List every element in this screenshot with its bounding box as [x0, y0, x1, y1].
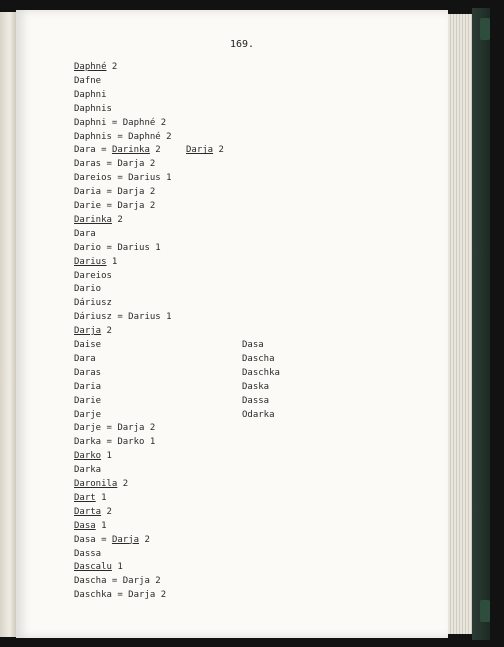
entry-name-underlined: Darinka: [74, 214, 112, 225]
entry-text: Daphni: [74, 89, 107, 100]
entry-text: 1: [101, 451, 112, 462]
entry-text: Daphni = Daphné 2: [74, 117, 167, 128]
list-item: [74, 215, 123, 226]
list-item: [74, 576, 161, 587]
entry-name-underlined: Dasa: [74, 520, 96, 531]
list-item: [74, 493, 107, 504]
entry-list: [16, 10, 448, 638]
entry-text: Darie = Darja 2: [74, 201, 156, 211]
list-item: [74, 535, 150, 546]
list-item: [74, 465, 101, 476]
entry-text: Dasa =: [74, 534, 112, 545]
list-item: [74, 326, 112, 337]
entry-text: 1: [95, 520, 107, 531]
entry-name-underlined: Dascalu: [74, 562, 112, 573]
entry-text: Dareios: [74, 270, 112, 281]
right-column-item: Dassa: [242, 395, 270, 406]
list-item: [74, 90, 107, 101]
entry-text: Dassa: [74, 548, 102, 559]
list-item: [74, 521, 107, 532]
entry-name-underlined: Darinka: [111, 145, 150, 156]
entry-text: Darje: [74, 409, 102, 420]
document-page: [16, 10, 448, 638]
page-number: 169.: [230, 39, 255, 50]
list-item: [74, 257, 117, 268]
list-item: [74, 451, 112, 462]
list-item: [74, 479, 128, 490]
entry-name-underlined: Darko: [74, 451, 102, 462]
list-item: [74, 368, 101, 379]
list-item: [74, 271, 112, 282]
entry-name-underlined: Darius: [74, 256, 107, 267]
entry-text: 2: [213, 145, 224, 156]
list-item: [74, 298, 112, 309]
entry-name-underlined: Darja: [186, 145, 214, 156]
entry-text: Daria: [74, 381, 102, 392]
entry-text: 2: [139, 534, 150, 545]
entry-text: Darje = Darja 2: [74, 423, 156, 434]
entry-text: Daise: [74, 340, 102, 350]
list-item: [74, 354, 96, 365]
entry-text: Dáriusz = Darius 1: [74, 312, 172, 323]
list-item: [74, 159, 155, 170]
entry-text: Daschka = Darja 2: [74, 590, 167, 601]
entry-text: Dara: [74, 353, 96, 364]
right-column-item: Daska: [242, 381, 270, 392]
right-column-item: Dasa: [242, 340, 264, 350]
entry-text: 2: [106, 62, 118, 72]
list-item: [74, 437, 155, 448]
list-item: [74, 118, 166, 129]
entry-name-underlined: Darja: [74, 326, 102, 337]
entry-text: Dario = Darius 1: [74, 242, 161, 253]
right-column-item: Odarka: [242, 409, 275, 420]
list-item: [74, 62, 117, 73]
entry-text: Daras: [74, 367, 102, 378]
list-item: [74, 590, 166, 601]
entry-text: Dafne: [74, 75, 102, 86]
list-item: [74, 145, 161, 156]
list-item: [74, 562, 123, 573]
list-item: [74, 382, 101, 393]
list-item: [74, 243, 161, 254]
entry-text: 1: [95, 492, 107, 503]
page-stack-edge: [448, 14, 472, 634]
entry-text: Daphnis: [74, 103, 112, 114]
entry-text: 2: [117, 479, 129, 489]
right-column-item: Daschka: [242, 367, 280, 378]
list-item: [74, 76, 101, 87]
entry-text: Darka = Darko 1: [74, 437, 156, 448]
list-item-extra: [186, 145, 224, 156]
entry-text: Daras = Darja 2: [74, 159, 156, 170]
entry-text: 2: [101, 326, 112, 337]
list-item: [74, 410, 101, 421]
entry-text: Dáriusz: [74, 298, 112, 309]
binder-clip-bottom: [480, 600, 490, 622]
entry-text: Darie: [74, 395, 102, 406]
list-item: [74, 340, 101, 351]
entry-text: Dario: [74, 284, 102, 295]
list-item: [74, 549, 101, 560]
entry-text: 1: [111, 562, 123, 573]
list-item: [74, 132, 172, 143]
entry-text: 2: [101, 506, 112, 517]
book-cover: [472, 8, 490, 640]
entry-text: Darka: [74, 465, 102, 476]
list-item: [74, 396, 101, 407]
entry-name-underlined: Darja: [111, 534, 140, 545]
entry-text: 2: [149, 145, 161, 156]
entry-text: Dara =: [74, 145, 112, 156]
entry-text: Dareios = Darius 1: [74, 173, 172, 184]
entry-name-underlined: Darta: [74, 506, 102, 517]
entry-text: Dara: [74, 228, 96, 239]
entry-name-underlined: Daphné: [74, 62, 107, 72]
entry-text: 1: [106, 256, 118, 267]
list-item: [74, 423, 155, 434]
entry-name-underlined: Daronila: [74, 479, 118, 489]
entry-text: Daria = Darja 2: [74, 187, 156, 198]
entry-name-underlined: Dart: [74, 492, 96, 503]
binder-clip-top: [480, 18, 490, 40]
entry-text: 2: [111, 214, 123, 225]
list-item: [74, 201, 155, 212]
entry-text: Dascha = Darja 2: [74, 576, 161, 587]
right-column-item: Dascha: [242, 353, 275, 364]
entry-text: Daphnis = Daphné 2: [74, 131, 172, 142]
list-item: [74, 229, 96, 240]
list-item: [74, 507, 112, 518]
list-item: [74, 104, 112, 115]
list-item: [74, 312, 172, 323]
list-item: [74, 284, 101, 295]
list-item: [74, 173, 172, 184]
left-page-edge: [0, 12, 16, 637]
list-item: [74, 187, 155, 198]
